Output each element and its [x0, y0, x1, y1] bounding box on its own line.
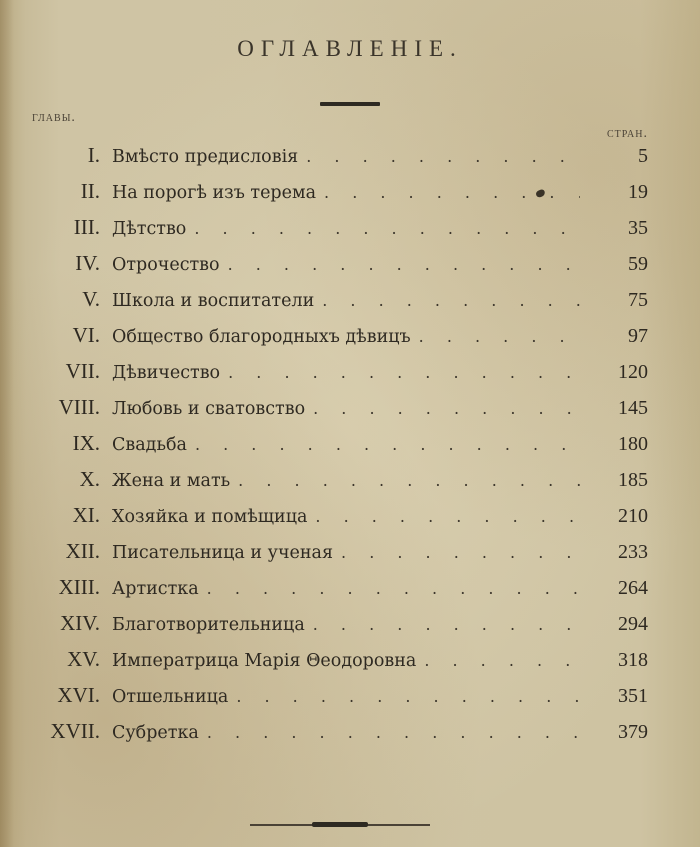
page-number: 180 [618, 433, 648, 455]
pages-column-label: стран. [606, 126, 648, 141]
chapter-number: VI. [72, 323, 100, 347]
dot-leader [207, 574, 580, 604]
dot-leader [236, 682, 580, 712]
toc-entry [0, 212, 700, 242]
dot-leader [313, 394, 580, 424]
chapter-title: Дѣтство [112, 219, 187, 239]
bottom-rule-ornament [312, 822, 368, 827]
chapter-number: III. [73, 215, 100, 239]
toc-entry [0, 536, 700, 566]
chapter-number: XVII. [50, 719, 100, 743]
chapter-title: Артистка [112, 579, 199, 599]
chapter-title: Отрочество [112, 255, 220, 275]
page-number: 35 [628, 217, 648, 239]
toc-entry [0, 644, 700, 674]
chapter-title: Писательница и ученая [112, 543, 334, 563]
page-number: 294 [618, 613, 648, 635]
page-number: 5 [638, 145, 648, 167]
toc-entry [0, 356, 700, 386]
toc-entry [0, 284, 700, 314]
chapter-title: Хозяйка и помѣщица [112, 507, 308, 527]
page-number: 210 [618, 505, 648, 527]
page-number: 233 [618, 541, 648, 563]
dot-leader [195, 430, 580, 460]
page-number: 75 [628, 289, 648, 311]
dot-leader [306, 142, 580, 172]
chapter-number: XII. [65, 539, 100, 563]
chapter-number: II. [80, 179, 100, 203]
toc-entry [0, 716, 700, 746]
dot-leader [228, 358, 580, 388]
chapter-number: XV. [67, 647, 100, 671]
chapter-number: X. [79, 467, 100, 491]
chapter-title: На порогѣ изъ терема [112, 183, 317, 203]
chapters-column-label: главы. [32, 110, 76, 125]
chapter-title: Отшельница [112, 687, 229, 707]
toc-entry [0, 464, 700, 494]
toc-entry [0, 572, 700, 602]
toc-entry [0, 176, 700, 206]
dot-leader [313, 610, 580, 640]
chapter-number: VIII. [58, 395, 100, 419]
chapter-number: V. [82, 287, 100, 311]
chapter-number: XVI. [57, 683, 100, 707]
toc-entry [0, 140, 700, 170]
chapter-title: Дѣвичество [112, 363, 221, 383]
toc-entry [0, 248, 700, 278]
toc-entry [0, 500, 700, 530]
page-number: 97 [628, 325, 648, 347]
chapter-number: IX. [72, 431, 100, 455]
page-title: ОГЛАВЛЕНІЕ. [237, 36, 463, 61]
chapter-title: Вмѣсто предисловія [112, 147, 299, 167]
toc-entry [0, 680, 700, 710]
chapter-title: Благотворительница [112, 615, 305, 635]
toc-entry [0, 608, 700, 638]
toc-entry [0, 392, 700, 422]
toc-entry [0, 320, 700, 350]
page-number: 19 [628, 181, 648, 203]
chapter-number: IV. [75, 251, 100, 275]
chapter-title: Свадьба [112, 435, 187, 455]
chapter-number: XIII. [58, 575, 100, 599]
chapter-title: Субретка [112, 723, 199, 743]
dot-leader [341, 538, 580, 568]
dot-leader [324, 178, 580, 208]
chapter-title: Императрица Марія Θеодоровна [112, 651, 417, 671]
page-number: 59 [628, 253, 648, 275]
dot-leader [315, 502, 580, 532]
dot-leader [424, 646, 580, 676]
dot-leader [194, 214, 580, 244]
page-number: 318 [618, 649, 648, 671]
chapter-title: Общество благородныхъ дѣвицъ [112, 327, 411, 347]
chapter-number: XIV. [60, 611, 100, 635]
heading-rule [320, 102, 380, 106]
dot-leader [228, 250, 580, 280]
page-number: 120 [618, 361, 648, 383]
chapter-title: Любовь и сватовство [112, 399, 306, 419]
dot-leader [207, 718, 580, 748]
chapter-number: I. [87, 143, 100, 167]
chapter-number: VII. [65, 359, 100, 383]
page-number: 185 [618, 469, 648, 491]
toc-entry [0, 428, 700, 458]
dot-leader [238, 466, 580, 496]
page-number: 351 [618, 685, 648, 707]
chapter-title: Школа и воспитатели [112, 291, 315, 311]
page-number: 145 [618, 397, 648, 419]
dot-leader [322, 286, 580, 316]
page-number: 264 [618, 577, 648, 599]
chapter-number: XI. [72, 503, 100, 527]
dot-leader [419, 322, 580, 352]
chapter-title: Жена и мать [112, 471, 231, 491]
page-number: 379 [618, 721, 648, 743]
